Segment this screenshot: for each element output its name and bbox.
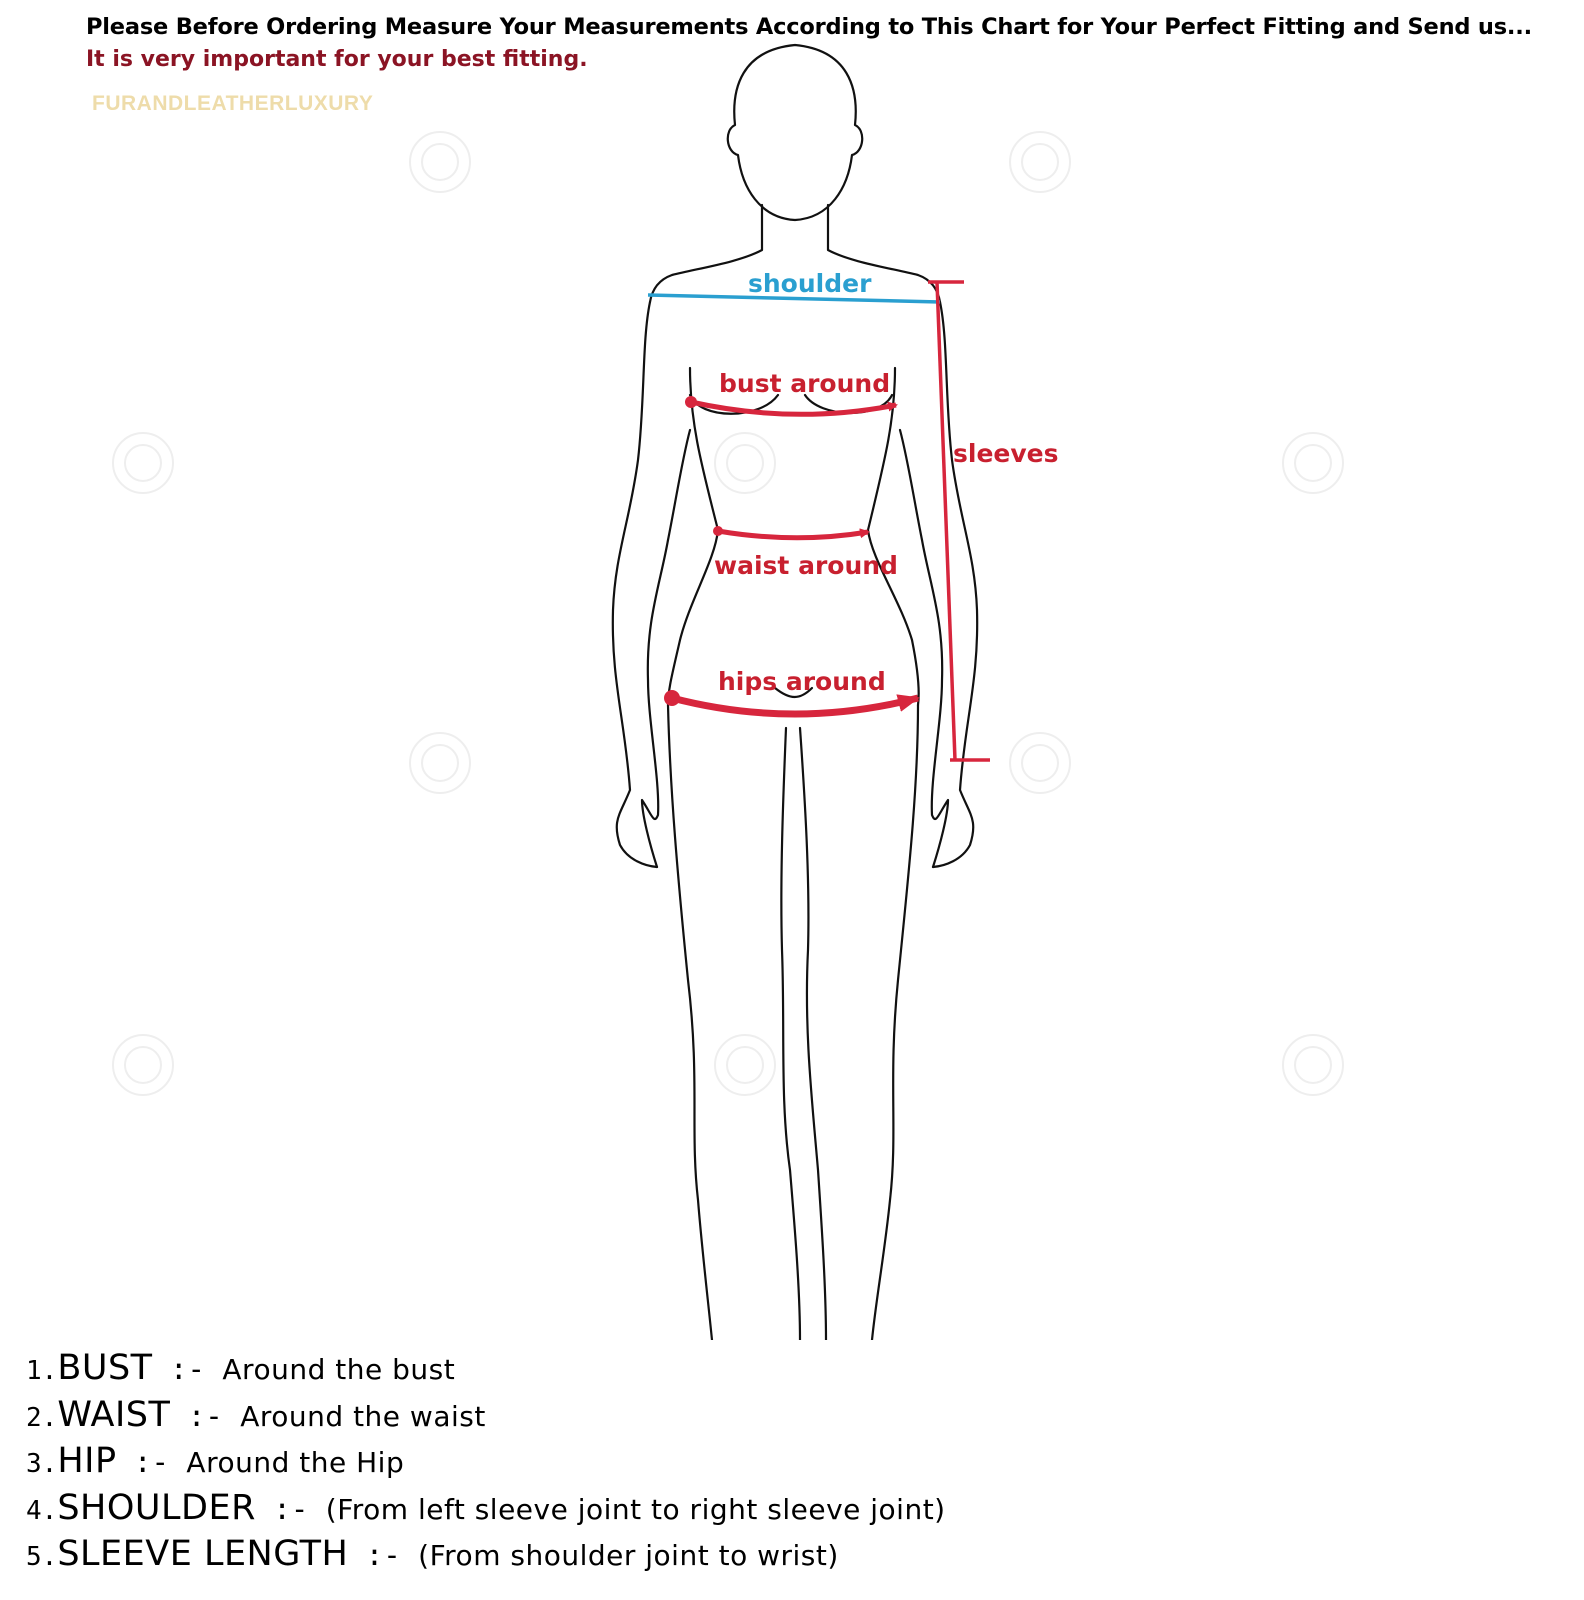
legend-key: HIP [57, 1441, 117, 1481]
sleeves-label: sleeves [953, 439, 1059, 468]
waist-measure-arrow [718, 531, 868, 538]
sleeves-measure-bracket [928, 282, 990, 760]
hips-label: hips around [718, 667, 886, 696]
legend-sep: :- [365, 1538, 401, 1572]
legend-item [26, 1392, 1146, 1439]
legend-sep: :- [187, 1398, 223, 1433]
left-leg-outer [668, 705, 712, 1340]
legend-sep: :- [170, 1352, 205, 1386]
legend-num: 2. [26, 1402, 58, 1433]
measurement-legend [26, 1345, 1146, 1578]
hips-measure-arrow [672, 698, 918, 714]
legend-item [26, 1531, 1146, 1578]
header-instruction: Please Before Ordering Measure Your Measurements According to This Chart for Your Perfect Fitting and Send us... [86, 14, 1532, 40]
legend-desc: Around the waist [240, 1399, 486, 1433]
head-outline [728, 45, 862, 220]
torso-left [668, 368, 718, 705]
left-arm-inner [642, 430, 690, 867]
legend-desc: Around the bust [222, 1353, 456, 1386]
legend-desc: Around the Hip [186, 1446, 405, 1479]
legend-item [26, 1345, 1146, 1392]
legend-item [26, 1438, 1146, 1485]
left-arm-outer [613, 302, 657, 867]
left-leg-inner [781, 728, 800, 1340]
waist-label: waist around [714, 551, 898, 580]
background-watermarks [113, 132, 1343, 1095]
legend-key: SHOULDER [57, 1487, 256, 1528]
legend-sep: :- [273, 1491, 309, 1526]
legend-num: 1. [26, 1356, 58, 1386]
torso-right [868, 368, 919, 705]
legend-num: 5. [26, 1542, 58, 1572]
bust-label: bust around [719, 369, 891, 398]
left-neck-shoulder [650, 205, 762, 302]
right-leg-inner [800, 728, 826, 1340]
right-leg-outer [872, 705, 918, 1340]
brand-watermark: FURANDLEATHERLUXURY [92, 92, 374, 115]
right-arm-inner [900, 430, 948, 867]
legend-key: WAIST [57, 1394, 171, 1435]
legend-num: 4. [26, 1495, 58, 1526]
legend-item [26, 1485, 1146, 1532]
legend-key: BUST [57, 1348, 153, 1388]
shoulder-label: shoulder [748, 269, 872, 298]
legend-key: SLEEVE LENGTH [57, 1534, 349, 1574]
legend-desc: (From left sleeve joint to right sleeve joint) [325, 1492, 946, 1526]
legend-num: 3. [26, 1449, 58, 1479]
header-note: It is very important for your best fitting. [86, 47, 588, 72]
legend-desc: (From shoulder joint to wrist) [418, 1539, 839, 1572]
legend-sep: :- [134, 1445, 169, 1479]
